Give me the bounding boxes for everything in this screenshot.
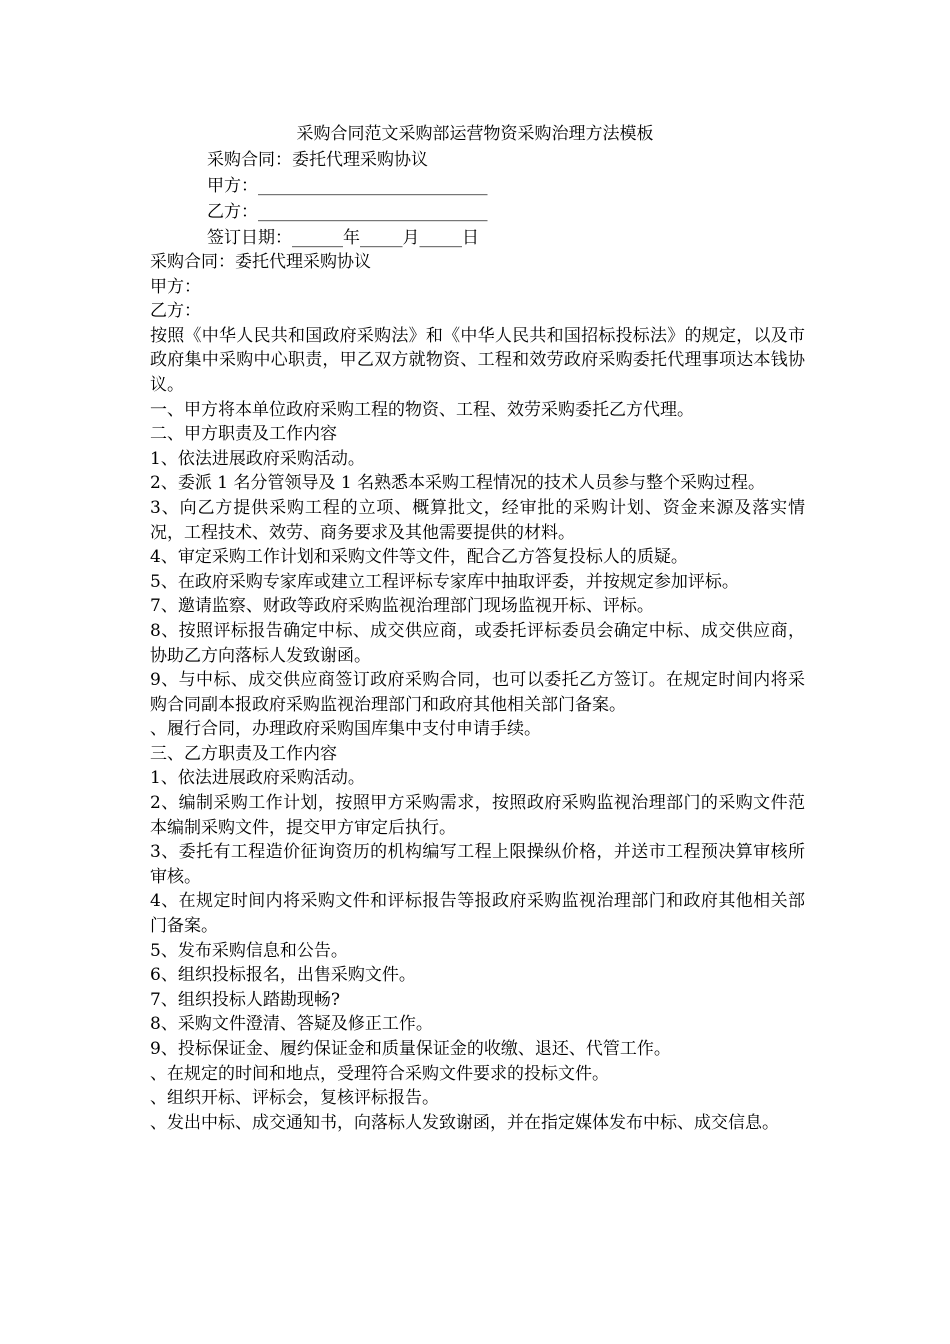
header-contract-line: 采购合同：委托代理采购协议 [207, 150, 428, 170]
paragraph: 4、在规定时间内将采购文件和评标报告等报政府采购监视治理部门和政府其他相关部门备案。 [150, 891, 805, 937]
paragraph: 、发出中标、成交通知书，向落标人发致谢函，并在指定媒体发布中标、成交信息。 [150, 1112, 779, 1133]
paragraph: 一、甲方将本单位政府采购工程的物资、工程、效劳采购委托乙方代理。 [150, 399, 694, 420]
document-title: 采购合同范文采购部运营物资采购治理方法模板 [296, 124, 654, 144]
paragraph: 5、在政府采购专家库或建立工程评标专家库中抽取评委，并按规定参加评标。 [150, 571, 739, 592]
paragraph: 2、编制采购工作计划，按照甲方采购需求，按照政府采购监视治理部门的采购文件范本编制采购文件，提交甲方审定后执行。 [150, 793, 805, 838]
paragraph: 2、委派 1 名分管领导及 1 名熟悉本采购工程情况的技术人员参与整个采购过程。 [150, 473, 766, 494]
paragraph: 3、向乙方提供采购工程的立项、概算批文，经审批的采购计划、资金来源及落实情况，工程技术、效劳、商务要求及其他需要提供的材料。 [150, 497, 805, 543]
paragraph: 7、组织投标人踏勘现畅? [150, 989, 340, 1010]
paragraph: 、在规定的时间和地点，受理符合采购文件要求的投标文件。 [150, 1063, 609, 1084]
paragraph: 7、邀请监察、财政等政府采购监视治理部门现场监视开标、评标。 [150, 596, 654, 617]
paragraph: 二、甲方职责及工作内容 [150, 424, 337, 445]
paragraph: 5、发布采购信息和公告。 [150, 940, 348, 961]
paragraph: 9、投标保证金、履约保证金和质量保证金的收缴、退还、代管工作。 [150, 1039, 671, 1059]
paragraph: 4、审定采购工作计划和采购文件等文件，配合乙方答复投标人的质疑。 [150, 547, 688, 568]
paragraph: 3、委托有工程造价征询资历的机构编写工程上限操纵价格，并送市工程预决算审核所审核。 [150, 842, 805, 887]
header-sign-date: 签订日期：______年_____月_____日 [207, 228, 479, 248]
paragraph: 按照《中华人民共和国政府采购法》和《中华人民共和国招标投标法》的规定，以及市政府集中采购中心职责，甲乙双方就物资、工程和效劳政府采购委托代理事项达本钱协议。 [150, 325, 805, 395]
paragraph: 9、与中标、成交供应商签订政府采购合同，也可以委托乙方签订。在规定时间内将采购合同副本报政府采购监视治理部门和政府其他相关部门备案。 [150, 670, 805, 715]
paragraph: 采购合同：委托代理采购协议 [150, 252, 371, 272]
paragraph: 三、乙方职责及工作内容 [150, 743, 337, 764]
paragraph: 、履行合同，办理政府采购国库集中支付申请手续。 [150, 719, 541, 740]
header-party-b: 乙方：___________________________ [207, 202, 488, 222]
paragraph: 1、依法进展政府采购活动。 [150, 448, 365, 469]
paragraph: 8、按照评标报告确定中标、成交供应商，或委托评标委员会确定中标、成交供应商，协助乙方向落标人发致谢函。 [150, 620, 805, 666]
header-party-a: 甲方：___________________________ [207, 176, 488, 196]
paragraph: 甲方： [150, 276, 201, 297]
paragraph: 、组织开标、评标会，复核评标报告。 [150, 1088, 439, 1109]
paragraph: 6、组织投标报名，出售采购文件。 [150, 965, 416, 986]
paragraph: 乙方： [150, 301, 201, 322]
document-body [150, 250, 805, 1135]
paragraph: 8、采购文件澄清、答疑及修正工作。 [150, 1014, 433, 1035]
paragraph: 1、依法进展政府采购活动。 [150, 768, 365, 789]
